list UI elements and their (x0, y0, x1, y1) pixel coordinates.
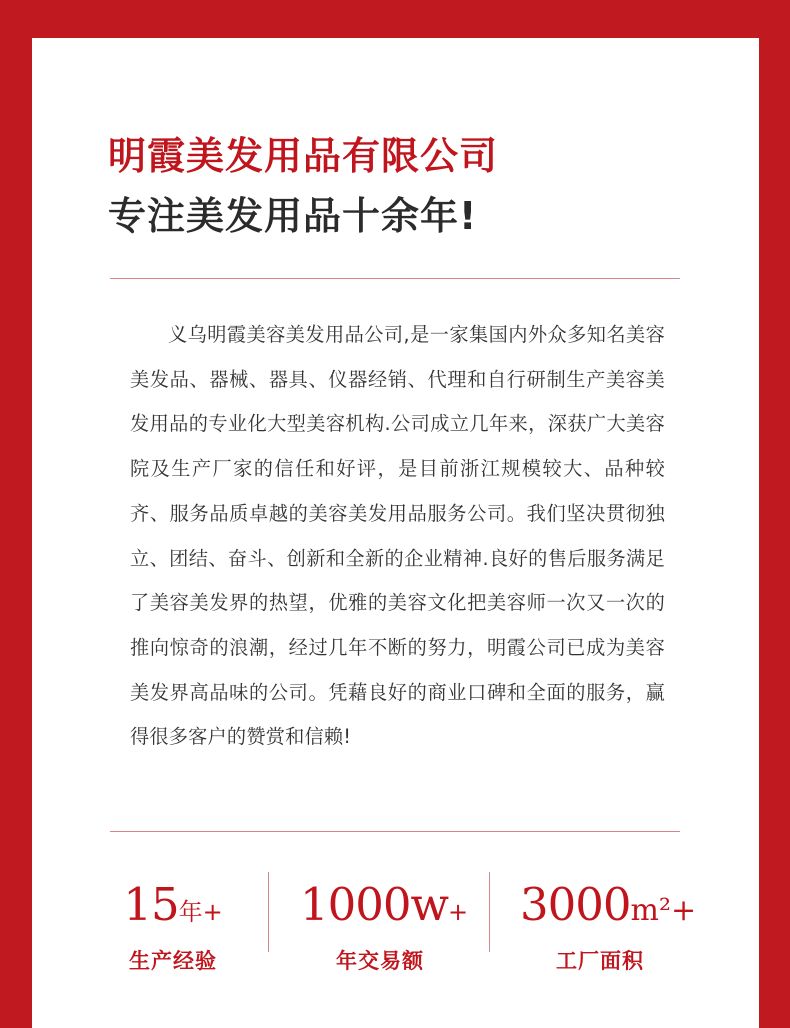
page-title (108, 126, 498, 246)
stat-unit: + (448, 898, 469, 926)
stat-value: 1000w (300, 878, 449, 931)
stat-experience (118, 878, 228, 975)
stat-unit: 年+ (178, 898, 223, 926)
stat-divider (268, 872, 269, 952)
stat-value: 15 (123, 878, 179, 931)
company-introduction: 义乌明霞美容美发用品公司,是一家集国内外众多知名美容美发品、器械、器具、仪器经销、代理和自行研制生产美容美发用品的专业化大型美容机构.公司成立几年来，深获广大美容院及生产厂家的信任和好评，是目前浙江规模较大、品种较齐、服务品质卓越的美容美发用品服务公司。我们坚决贯彻独立、团结、奋斗、创新和全新的企业精神.良好的售后服务满足了美容美发界的热望，优雅的美容文化把美容师一次又一次的推向惊奇的浪潮，经过几年不断的努力，明霞公司已成为美容美发界高品味的公司。凭藉良好的商业口碑和全面的服务，赢得很多客户的赞赏和信赖! (130, 323, 665, 749)
stat-annual-turnover (300, 878, 469, 975)
stat-divider (489, 872, 490, 952)
top-divider (110, 278, 680, 279)
stat-value-line (520, 878, 697, 931)
stat-label: 年交易额 (336, 949, 424, 973)
stat-unit: m²+ (630, 893, 697, 928)
stat-value-line (300, 878, 469, 931)
company-name: 明霞美发用品有限公司 (108, 134, 499, 178)
bottom-divider (110, 831, 680, 832)
stat-label: 工厂面积 (556, 949, 644, 973)
stat-value-line (118, 878, 228, 931)
stat-factory-area (520, 878, 697, 975)
stat-value: 3000 (520, 878, 631, 931)
tagline: 专注美发用品十余年! (108, 194, 478, 238)
stat-label: 生产经验 (129, 949, 217, 973)
